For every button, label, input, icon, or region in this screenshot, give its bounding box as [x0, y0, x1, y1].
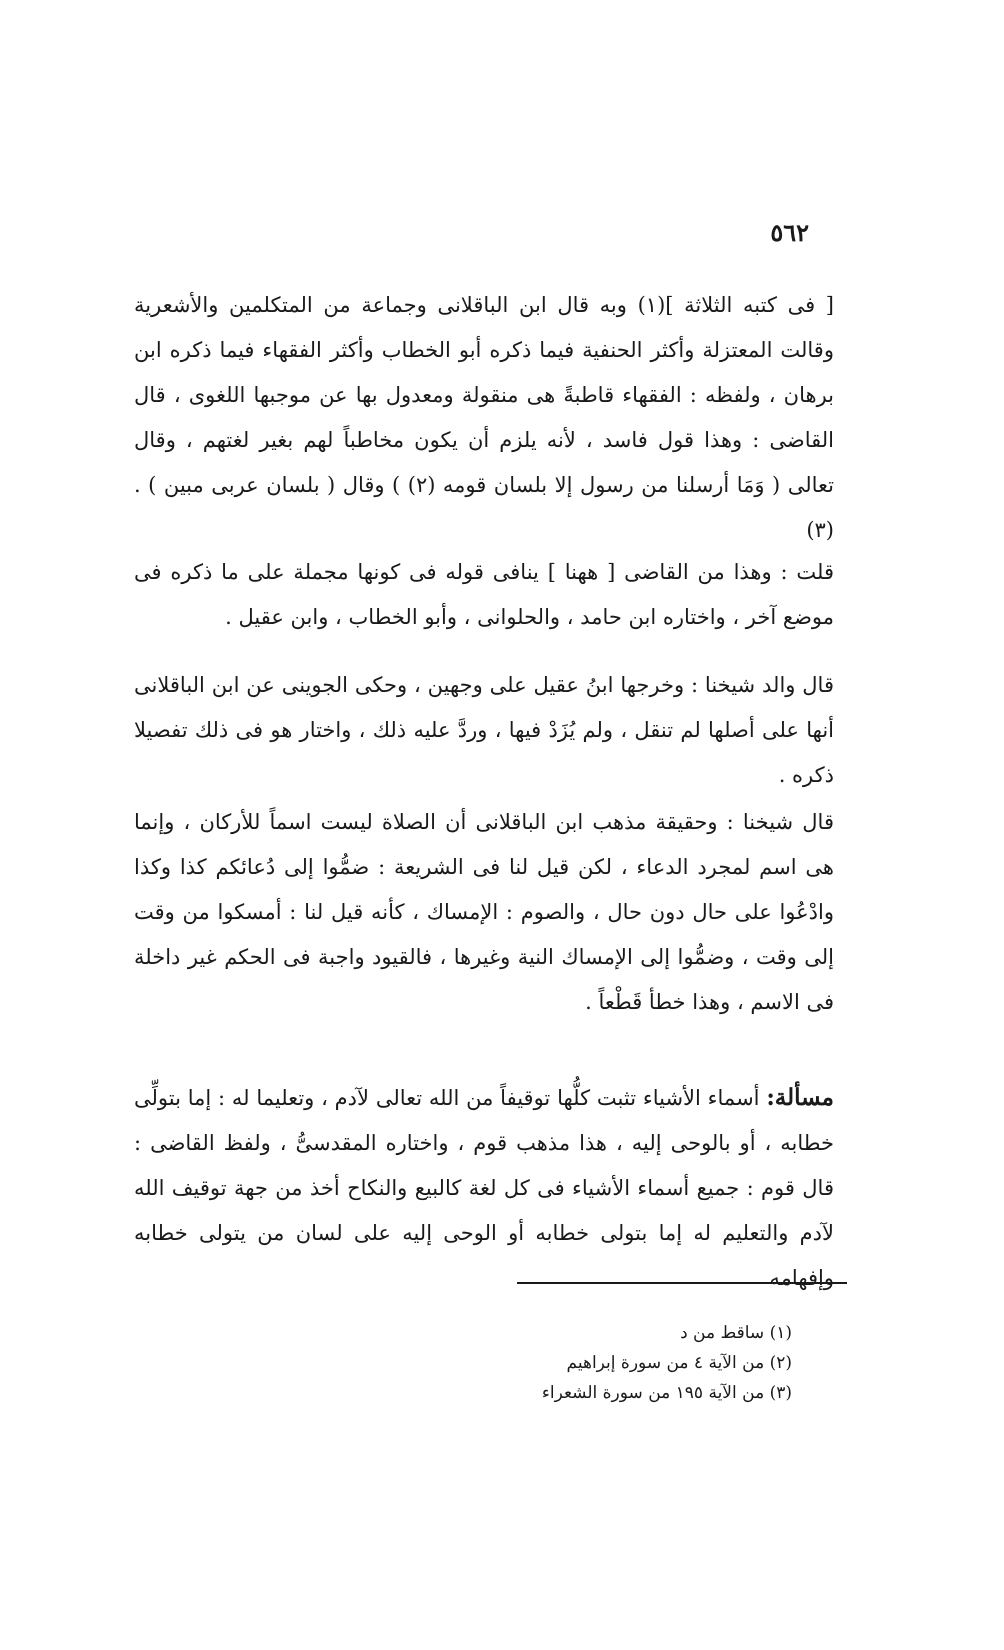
footnote-divider [517, 1282, 847, 1284]
footnotes [392, 1318, 792, 1408]
footnote-1: (١) ساقط من د [680, 1323, 792, 1343]
footnote-3: (٣) من الآية ١٩٥ من سورة الشعراء [541, 1383, 792, 1403]
paragraph-text: [ فى كتبه الثلاثة ](١) وبه قال ابن الباقلانى وجماعة من المتكلمين والأشعرية وقالت المعتزلة وأكثر الحنفية فيما ذكره أبو الخطاب وأكثر الفقهاء فيما ذكره ابن برهان ، ولفظه : الفقهاء قاطبةً هى منقولة ومعدول بها عن موجبها اللغوى ، قال القاضى : وهذا قول فاسد ، لأنه يلزم أن يكون مخاطباً لهم بغير لغتهم ، وقال تعالى ( وَمَا أرسلنا من رسول إلا بلسان قومه (٢) ) وقال ( بلسان عربى مبين ) .(٣) [134, 293, 835, 542]
page-number: ٥٦٢ [770, 218, 809, 247]
paragraph-text: قال شيخنا : وحقيقة مذهب ابن الباقلانى أن الصلاة ليست اسماً للأركان ، وإنما هى اسم لمجرد الدعاء ، لكن قيل لنا فى الشريعة : ضمُّوا إلى دُعائكم كذا وكذا وادْعُوا على حال دون حال ، والصوم : الإمساك ، كأنه قيل لنا : أمسكوا من وقت إلى وقت ، وضمُّوا إلى الإمساك النية وغيرها ، فالقيود واجبة فى الحكم غير داخلة فى الاسم ، وهذا خطأ قَطْعاً . [134, 810, 834, 1014]
paragraph-text: قلت : وهذا من القاضى [ ههنا ] ينافى قوله فى كونها مجملة على ما ذكره فى موضع آخر ، واختاره ابن حامد ، والحلوانى ، وأبو الخطاب ، وابن عقيل . [134, 560, 834, 629]
paragraph-2 [134, 550, 834, 640]
masala-body: أسماء الأشياء تثبت كلُّها توقيفاً من الله تعالى لآدم ، وتعليما له : إما بتولِّى خطابه ، أو بالوحى إليه ، هذا مذهب قوم ، واختاره المقدسىُّ ، ولفظ القاضى : قال قوم : جميع أسماء الأشياء فى كل لغة كالبيع والنكاح أخذ من جهة توقيف الله لآدم والتعليم له إما بتولى خطابه أو الوحى إليه على لسان من يتولى خطابه وإفهامه [134, 1086, 834, 1290]
paragraph-1 [134, 283, 834, 553]
paragraph-4 [134, 800, 834, 1025]
paragraph-text: قال والد شيخنا : وخرجها ابنُ عقيل على وجهين ، وحكى الجوينى عن ابن الباقلانى أنها على أصلها لم تنقل ، ولم يُزَدْ فيها ، وردَّ عليه ذلك ، واختار هو فى ذلك تفصيلا ذكره . [134, 673, 834, 787]
footnote-2: (٢) من الآية ٤ من سورة إبراهيم [566, 1353, 792, 1373]
paragraph-5-masala [134, 1075, 834, 1301]
masala-heading: مسألة: [766, 1084, 834, 1111]
paragraph-text [134, 1075, 834, 1301]
paragraph-3 [134, 663, 834, 798]
